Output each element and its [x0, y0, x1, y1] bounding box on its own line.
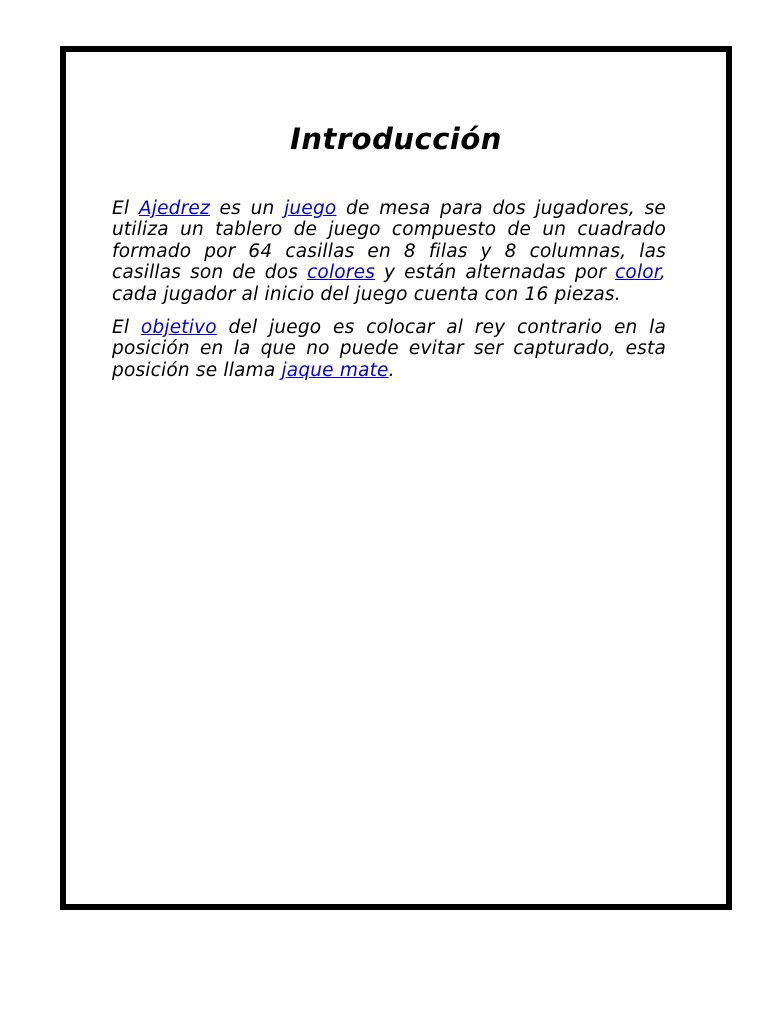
text-segment: , cada jugador al inicio del juego cuenta con 16 piezas. — [112, 262, 667, 305]
page-frame — [60, 46, 732, 910]
text-segment: . — [388, 359, 395, 381]
text-segment: del juego es colocar al rey contrario en la posición en la que no puede evitar ser capturado, esta posición se llama — [112, 317, 667, 381]
link-jaque-mate[interactable]: jaque mate — [281, 359, 389, 381]
link-juego[interactable]: juego — [284, 198, 337, 219]
text-segment: El — [112, 317, 141, 339]
paragraph-2 — [112, 317, 666, 381]
text-segment: de mesa para dos jugadores, se utiliza un tablero de juego compuesto de un cuadrado formado por 64 casillas en 8 filas y 8 columnas, las casillas son de dos — [112, 198, 666, 284]
text-segment: es un — [209, 198, 285, 219]
paragraph-1 — [112, 198, 666, 305]
document-body — [112, 198, 666, 393]
link-objetivo[interactable]: objetivo — [140, 317, 217, 339]
link-ajedrez[interactable]: Ajedrez — [138, 198, 210, 219]
text-segment: El — [112, 198, 139, 219]
link-colores[interactable]: colores — [307, 262, 376, 284]
link-color[interactable]: color — [615, 262, 660, 284]
page-title: Introducción — [290, 122, 502, 156]
text-segment: y están alternadas por — [375, 262, 616, 284]
